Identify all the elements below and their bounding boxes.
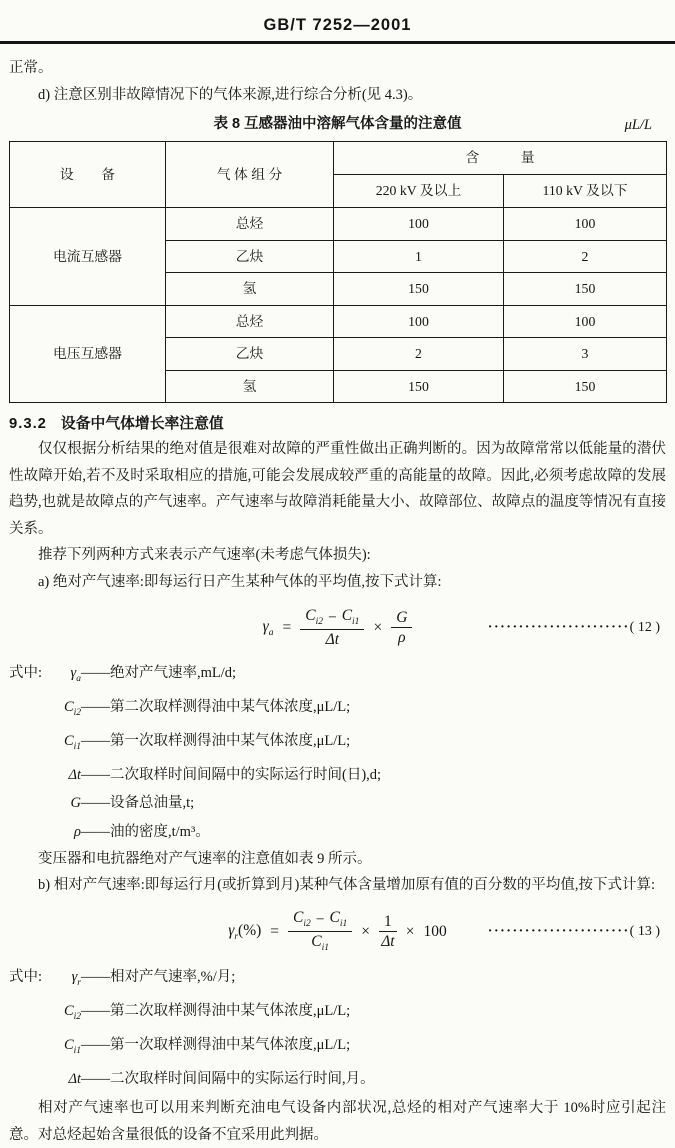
header-rule xyxy=(0,41,675,44)
fraction-concentration xyxy=(288,909,352,954)
symbol-base: C xyxy=(63,1002,74,1019)
symbol-ci1 xyxy=(342,607,360,628)
symbol-sub: i1 xyxy=(339,919,348,930)
gas-cell: 氢 xyxy=(166,370,334,403)
list-item-b: b) 相对产气速率:即每运行月(或折算到月)某种气体含量增加原有值的百分数的平均值,按下式计算: xyxy=(38,877,656,894)
fraction-time xyxy=(379,913,397,952)
header-cell-220kv: 220 kV 及以上 xyxy=(334,175,504,208)
definition-text: ——第一次取样测得油中某气体浓度,μL/L; xyxy=(81,1037,351,1054)
list-item-a: a) 绝对产气速率:即每运行日产生某种气体的平均值,按下式计算: xyxy=(38,573,442,590)
value-cell: 2 xyxy=(504,240,667,273)
symbol-sub: r xyxy=(234,931,239,942)
symbol-ci2 xyxy=(47,693,81,727)
equation-12-leader xyxy=(488,620,660,636)
symbol-sub: i1 xyxy=(73,1045,81,1056)
symbol-gamma-a xyxy=(263,618,274,638)
symbol-gamma-r xyxy=(228,922,261,942)
formula-12-expression xyxy=(263,607,413,649)
symbol-rho: ρ xyxy=(398,629,406,647)
percent-label: (%) xyxy=(238,921,262,939)
table-8 xyxy=(9,141,667,403)
device-cell: 电压互感器 xyxy=(10,305,166,403)
note-table9: 变压器和电抗器绝对产气速率的注意值如表 9 所示。 xyxy=(38,850,372,867)
fraction-denominator: Δt xyxy=(325,631,340,649)
symbol-sub: i1 xyxy=(352,617,360,628)
definition-line xyxy=(9,727,666,761)
symbol-delta-t xyxy=(47,1065,81,1093)
equation-number: ( 13 ) xyxy=(629,923,660,939)
symbol-sub: i2 xyxy=(73,1011,81,1022)
value-cell: 150 xyxy=(504,273,667,306)
definition-line xyxy=(9,963,666,997)
header-cell-gas: 气 体 组 分 xyxy=(166,142,334,208)
definition-line xyxy=(9,997,666,1031)
symbol-base: Δt xyxy=(68,1071,81,1088)
fraction-denominator xyxy=(311,932,329,954)
symbol-g xyxy=(47,789,81,817)
value-cell: 3 xyxy=(504,338,667,371)
definition-text: ——绝对产气速率,mL/d; xyxy=(81,665,237,681)
value-cell: 100 xyxy=(334,305,504,338)
gas-cell: 乙炔 xyxy=(166,240,334,273)
symbol-gamma-a xyxy=(47,659,81,693)
symbol-ci1 xyxy=(47,727,81,761)
definition-line xyxy=(9,693,666,727)
fraction-denominator: Δt xyxy=(381,933,395,951)
table-row xyxy=(10,208,667,241)
symbol-base: γ xyxy=(71,968,78,985)
symbol-base: ρ xyxy=(74,823,81,840)
symbol-base: C xyxy=(63,1037,74,1054)
table8-caption: 表 8 互感器油中溶解气体含量的注意值 xyxy=(213,116,462,132)
header-cell-content: 含 量 xyxy=(334,142,667,175)
symbol-base: γ xyxy=(70,665,77,681)
constant-100: 100 xyxy=(423,922,447,940)
value-cell: 1 xyxy=(334,240,504,273)
symbol-rho xyxy=(47,818,81,846)
table8-unit: μL/L xyxy=(624,117,652,133)
formula-13 xyxy=(9,903,666,961)
definition-line xyxy=(9,659,666,693)
definition-line xyxy=(9,761,666,789)
symbol-ci2 xyxy=(47,997,81,1031)
definition-text: ——第一次取样测得油中某气体浓度,μL/L; xyxy=(81,733,351,750)
definition-text: ——第二次取样测得油中某气体浓度,μL/L; xyxy=(81,699,351,716)
symbol-sub: i1 xyxy=(73,742,81,753)
symbol-sub: i2 xyxy=(73,707,81,718)
list-item-d: d) 注意区别非故障情况下的气体来源,进行综合分析(见 4.3)。 xyxy=(38,86,423,103)
section-title: 设备中气体增长率注意值 xyxy=(60,416,224,432)
header-cell-110kv: 110 kV 及以下 xyxy=(504,175,667,208)
symbol-base: γ xyxy=(228,921,235,939)
symbol-base: C xyxy=(293,909,304,927)
value-cell: 100 xyxy=(504,305,667,338)
closing-paragraph: 相对产气速率也可以用来判断充油电气设备内部状况,总烃的相对产气速率大于 10%时应引起注意。对总烃起始含量很低的设备不宜采用此判据。 xyxy=(9,1100,666,1143)
table-row xyxy=(10,305,667,338)
paragraph-2: 推荐下列两种方式来表示产气速率(未考虑气体损失): xyxy=(38,547,371,563)
symbol-sub: i2 xyxy=(303,919,311,930)
equation-number: ( 12 ) xyxy=(629,620,660,635)
equals-sign: = xyxy=(282,618,292,636)
section-number: 9.3.2 xyxy=(9,416,47,432)
times-sign: × xyxy=(361,922,371,940)
symbol-ci2 xyxy=(293,909,311,930)
fraction-numerator: 1 xyxy=(379,913,397,933)
definition-text: ——第二次取样测得油中某气体浓度,μL/L; xyxy=(81,1002,351,1019)
fraction-numerator xyxy=(300,607,364,630)
formula-12 xyxy=(9,599,666,657)
definition-text: ——油的密度,t/m³。 xyxy=(81,823,210,840)
symbol-base: Δt xyxy=(68,767,81,784)
definition-text: ——二次取样时间间隔中的实际运行时间,月。 xyxy=(81,1071,375,1088)
minus-sign: − xyxy=(327,608,337,626)
definition-text: ——相对产气速率,%/月; xyxy=(81,968,236,985)
symbol-base: C xyxy=(311,933,322,951)
header-cell-device: 设 备 xyxy=(10,142,166,208)
symbol-sub: i1 xyxy=(321,943,330,954)
value-cell: 150 xyxy=(504,370,667,403)
equals-sign: = xyxy=(270,922,280,940)
fraction-numerator xyxy=(288,909,352,932)
definition-lead: 式中: xyxy=(9,968,43,985)
symbol-ci1 xyxy=(47,1031,81,1065)
definition-line xyxy=(9,818,666,846)
paragraph-1: 仅仅根据分析结果的绝对值是很难对故障的严重性做出正确判断的。因为故障常常以低能量的潜伏性故障开始,若不及时采取相应的措施,可能会发展成较严重的高能量的故障。因此,必须考虑故障的发展趋势,也就是故障点的产气速率。产气速率与故障消耗能量大小、故障部位、故障点的温度等情况有直接关系。 xyxy=(9,441,666,537)
definition-line xyxy=(9,1065,666,1093)
dot-leader: ······················· xyxy=(487,620,630,635)
symbol-sub: r xyxy=(77,977,81,988)
times-sign: × xyxy=(405,922,415,940)
standard-code: GB/T 7252—2001 xyxy=(263,16,412,34)
symbol-base: C xyxy=(63,699,74,716)
symbol-base: C xyxy=(329,909,340,927)
symbol-ci2 xyxy=(305,607,323,628)
symbol-g: G xyxy=(396,608,408,626)
formula-13-expression xyxy=(228,909,447,954)
value-cell: 150 xyxy=(334,370,504,403)
symbol-ci1 xyxy=(330,909,348,930)
carryover-line: 正常。 xyxy=(9,60,53,76)
value-cell: 150 xyxy=(334,273,504,306)
device-cell: 电流互感器 xyxy=(10,208,166,306)
symbol-sub: i2 xyxy=(315,617,323,628)
table-header-row-1 xyxy=(10,142,667,175)
section-heading-9-3-2 xyxy=(9,412,666,436)
symbol-base: C xyxy=(63,733,74,750)
symbol-gamma-r xyxy=(47,963,81,997)
symbol-delta-t xyxy=(47,761,81,789)
definition-lead: 式中: xyxy=(9,665,43,681)
times-sign: × xyxy=(373,618,383,636)
gas-cell: 总烃 xyxy=(166,208,334,241)
symbol-base: C xyxy=(305,607,316,625)
symbol-sub: a xyxy=(268,628,274,639)
minus-sign: − xyxy=(315,910,325,928)
table8-caption-row xyxy=(9,112,666,136)
gas-cell: 氢 xyxy=(166,273,334,306)
value-cell: 100 xyxy=(334,208,504,241)
value-cell: 2 xyxy=(334,338,504,371)
gas-cell: 总烃 xyxy=(166,305,334,338)
definition-line xyxy=(9,1031,666,1065)
fraction-oil xyxy=(391,609,412,648)
symbol-base: γ xyxy=(262,617,269,635)
symbol-base: C xyxy=(341,607,353,625)
fraction-concentration xyxy=(300,607,364,649)
symbol-base: G xyxy=(70,795,81,812)
dot-leader: ······················· xyxy=(487,923,630,939)
definition-line xyxy=(9,789,666,817)
definition-text: ——设备总油量,t; xyxy=(81,795,195,812)
value-cell: 100 xyxy=(504,208,667,241)
equation-13-leader xyxy=(488,924,660,940)
gas-cell: 乙炔 xyxy=(166,338,334,371)
symbol-sub: a xyxy=(76,673,81,684)
definition-text: ——二次取样时间间隔中的实际运行时间(日),d; xyxy=(81,767,382,784)
